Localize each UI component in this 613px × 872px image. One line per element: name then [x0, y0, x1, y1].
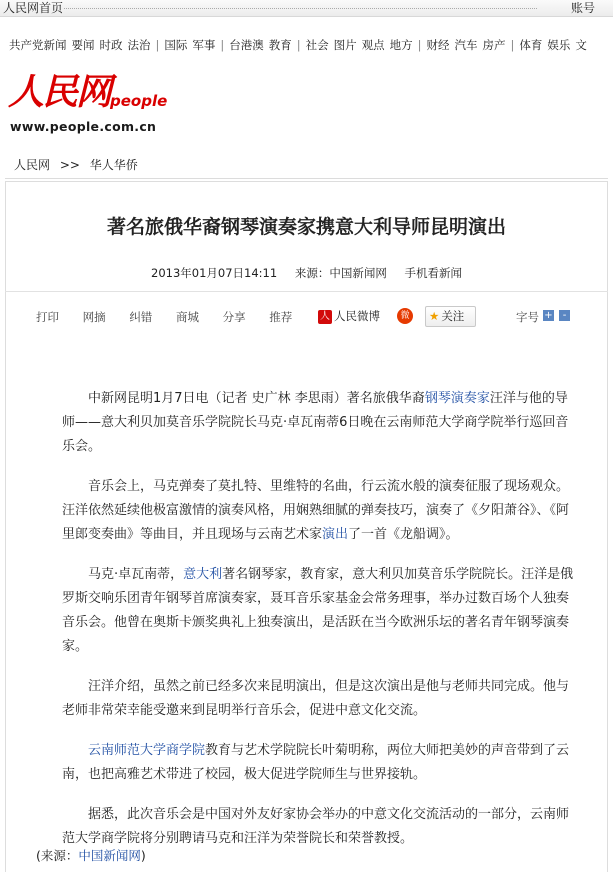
site-logo[interactable]: [8, 72, 168, 138]
nav-item[interactable]: 台港澳: [229, 38, 264, 52]
logo-en: people: [110, 92, 168, 110]
nav-item[interactable]: 娱乐: [547, 38, 571, 52]
paragraph-text: 教育与艺术学院院长叶菊明称，两位大师把美妙的声音带到了云南，也把高雅艺术带进了校园，极大促进学院师生与世界接轨。: [62, 743, 570, 782]
weibo-icon: 人: [320, 310, 330, 322]
article-title: 著名旅俄华裔钢琴演奏家携意大利导师昆明演出: [106, 216, 506, 238]
paragraph-text: 中新网昆明1月7日电（记者 史广林 李思雨）著名旅俄华裔: [88, 391, 425, 406]
paragraph-text: 音乐会上，马克弹奏了莫扎特、里维特的名曲，行云流水般的演奏征服了现场观众。汪洋依然延续他极富激情的演奏风格，用娴熟细腻的弹奏技巧，演奏了《夕阳萧谷》、《阿里郎变奏曲》等曲目，并且现场与云南艺术家: [62, 479, 570, 542]
nav-item[interactable]: 汽车: [454, 38, 478, 52]
font-increase-button[interactable]: +: [544, 310, 553, 321]
inline-link[interactable]: 云南师范大学商学院: [88, 743, 206, 758]
jiucuo-button[interactable]: 纠错: [129, 310, 153, 324]
inline-link[interactable]: 意大利: [183, 567, 223, 582]
breadcrumb-home[interactable]: 人民网: [14, 158, 51, 172]
article-paragraph: [62, 387, 574, 459]
article-date: 2013年01月07日14:11: [151, 266, 278, 280]
nav-item[interactable]: 社会: [305, 38, 329, 52]
shangcheng-button[interactable]: 商城: [175, 310, 199, 324]
nav-item[interactable]: 房产: [482, 38, 506, 52]
breadcrumb-sep: >>: [59, 158, 80, 172]
nav-separator: |: [417, 38, 422, 52]
article-paragraph: [62, 803, 574, 851]
nav-item[interactable]: 要闻: [71, 38, 95, 52]
paragraph-text: 著名钢琴家，教育家，意大利贝加莫音乐学院院长。汪洋是俄罗斯交响乐团青年钢琴首席演奏家，聂耳音乐家基金会常务理事，举办过数百场个人独奏音乐会。他曾在奥斯卡颁奖典礼上独奏演出，是活跃在当今欧洲乐坛的著名青年钢琴演奏家。: [62, 567, 574, 654]
nav-separator: |: [155, 38, 160, 52]
nav-item[interactable]: 地方: [389, 38, 413, 52]
font-size-label: 字号: [516, 310, 539, 324]
star-icon: ★: [429, 309, 440, 323]
nav-item[interactable]: 国际: [164, 38, 188, 52]
paragraph-text: 汪洋与他的导师——意大利贝加莫音乐学院院长马克·卓瓦南蒂6日晚在云南师范大学商学院举行巡回音乐会。: [62, 391, 569, 454]
paragraph-text: 马克·卓瓦南蒂，: [88, 567, 184, 582]
article-paragraph: [62, 475, 574, 547]
font-decrease-button[interactable]: -: [559, 310, 570, 321]
sina-weibo-icon[interactable]: 微: [397, 308, 413, 324]
account-link[interactable]: 账号: [570, 1, 595, 15]
breadcrumb: [14, 157, 144, 173]
recommend-button[interactable]: 推荐: [269, 310, 293, 324]
nav-item[interactable]: 观点: [361, 38, 385, 52]
nav-item[interactable]: 财经: [426, 38, 450, 52]
article-toolbar: [36, 309, 312, 325]
logo-url: www.people.com.cn: [10, 119, 157, 134]
paragraph-text: 据悉，此次音乐会是中国对外友好家协会举办的中意文化交流活动的一部分，云南师范大学商学院将分别聘请马克和汪洋为荣誉院长和荣誉教授。: [62, 807, 570, 846]
inline-link[interactable]: 演出: [322, 527, 349, 542]
category-nav: [9, 37, 592, 53]
nav-item[interactable]: 时政: [99, 38, 123, 52]
source-footer: [36, 846, 146, 864]
wangzhai-button[interactable]: 网摘: [82, 310, 106, 324]
nav-separator: |: [510, 38, 515, 52]
nav-item[interactable]: 文: [575, 38, 587, 52]
article-paragraph: [62, 563, 574, 659]
article-source[interactable]: 来源：中国新闻网: [294, 266, 387, 280]
follow-label: 关注: [441, 309, 465, 323]
paragraph-text: 了一首《龙船调》。: [348, 527, 459, 542]
divider: [5, 178, 608, 179]
follow-button[interactable]: [425, 306, 476, 327]
top-bar: [0, 0, 613, 17]
nav-separator: |: [220, 38, 225, 52]
print-button[interactable]: 打印: [36, 310, 59, 324]
paragraph-text: 汪洋介绍，虽然之前已经多次来昆明演出，但是这次演出是他与老师共同完成。他与老师非常荣幸能受邀来到昆明举行音乐会，促进中意文化交流。: [62, 679, 570, 718]
mobile-link[interactable]: 手机看新闻: [404, 266, 462, 280]
logo-cn: 人民网: [8, 71, 111, 113]
nav-item[interactable]: 军事: [192, 38, 216, 52]
weibo-label: 人民微博: [334, 309, 380, 323]
divider: [64, 8, 537, 9]
nav-item[interactable]: 共产党新闻: [9, 38, 67, 52]
nav-item[interactable]: 法治: [127, 38, 151, 52]
breadcrumb-section[interactable]: 华人华侨: [89, 158, 138, 172]
nav-item[interactable]: 体育: [519, 38, 543, 52]
home-link[interactable]: 人民网首页: [3, 1, 64, 15]
nav-item[interactable]: 图片: [333, 38, 357, 52]
article-meta: [0, 265, 613, 281]
share-button[interactable]: 分享: [222, 310, 246, 324]
nav-item[interactable]: 教育: [268, 38, 292, 52]
source-link[interactable]: 中国新闻网: [78, 848, 141, 863]
inline-link[interactable]: 钢琴演奏家: [424, 391, 490, 406]
divider: [5, 291, 608, 292]
source-suffix: ): [140, 848, 146, 863]
source-prefix: (来源：: [36, 848, 79, 863]
article-paragraph: [62, 739, 574, 787]
article-paragraph: [62, 675, 574, 723]
nav-separator: |: [296, 38, 301, 52]
people-weibo-button[interactable]: [318, 308, 380, 324]
article-body: [62, 387, 574, 867]
